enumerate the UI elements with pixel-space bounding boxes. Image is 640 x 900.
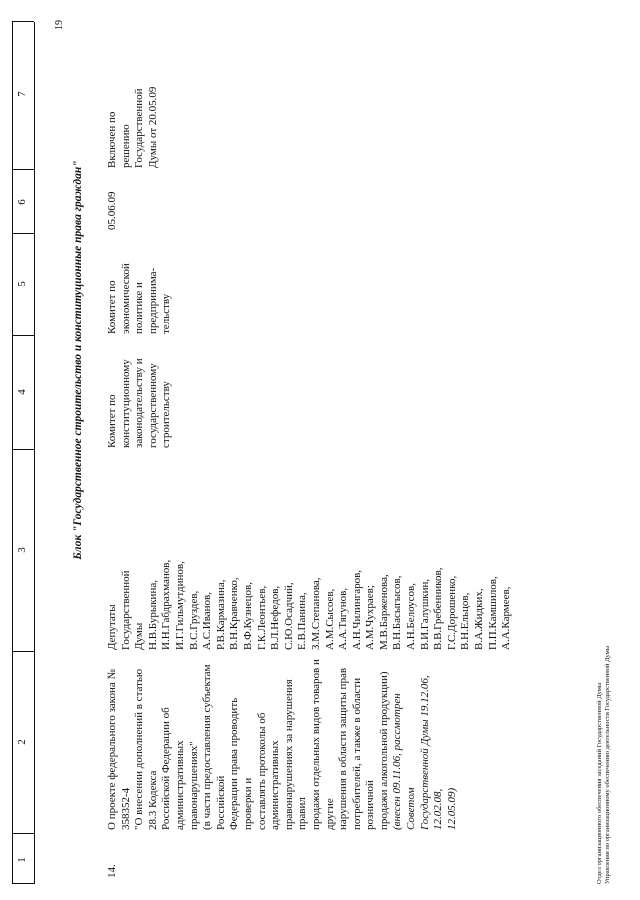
bill-note-line: (внесен 09.11.06, рассмотрен Советом [391, 693, 418, 830]
author-line: А.М.Чухраев; [364, 585, 377, 650]
committee-line: конституционному [119, 359, 132, 448]
footer-line: Отдел организационного обеспечения заседаний Государственной Думы [596, 682, 603, 884]
author-line: В.Н.Ельцов, [459, 592, 472, 650]
column-header-4: 4 [16, 389, 28, 395]
table-header-border [34, 22, 35, 884]
status-cell [106, 28, 160, 168]
column-divider [12, 833, 34, 834]
bill-description [106, 652, 459, 830]
author-line: Депутаты [106, 604, 118, 650]
author-line: Г.К.Леонтьев, [255, 585, 268, 650]
responsible-committee [106, 336, 174, 448]
author-line: В.Н.Басыгысов, [391, 575, 404, 650]
author-line: А.Н.Белоусов, [405, 583, 418, 650]
column-header-7: 7 [16, 91, 28, 97]
author-line: В.Н.Кравченко, [228, 577, 241, 650]
block-title: Блок "Государственное строительство и конституционные права граждан" [72, 160, 84, 560]
author-line: В.Л.Нефедов, [269, 585, 282, 650]
column-header-6: 6 [16, 199, 28, 205]
author-line: П.П.Камшилов, [486, 576, 499, 650]
bill-description-line: Российской Федерации об административных [160, 707, 186, 830]
bill-description-line: продажи алкогольной продукции) [377, 671, 390, 830]
column-header-3: 3 [16, 547, 28, 553]
author-line: В.В.Гребенников, [432, 567, 445, 650]
bill-description-line: О проекте федерального закона № 358352-4 [106, 669, 132, 830]
column-divider [12, 449, 34, 450]
author-line: А.С.Иванов, [201, 592, 214, 650]
page-number: 19 [54, 20, 65, 30]
status-line: решению [119, 124, 132, 168]
bill-description-line: Федерации права проводить проверки и [228, 697, 254, 830]
column-divider [12, 651, 34, 652]
author-line: И.Г.Гильмутдинов, [173, 561, 186, 650]
column-divider [12, 21, 34, 22]
column-divider [12, 335, 34, 336]
status-line: Государственной [133, 88, 146, 168]
author-line: Е.В.Панина, [296, 592, 309, 650]
bill-description-line: (в части предоставления субъектам Российской [201, 664, 227, 830]
column-divider [12, 883, 34, 884]
bill-note-line: Государственной Думы 19.12.06, 12.02.08, [418, 675, 445, 830]
column-divider [12, 169, 34, 170]
committee-line: законодательству и [133, 358, 146, 448]
bill-description-line: потребителей, а также в области розничной [350, 677, 377, 830]
author-line: И.Н.Габдрахманов, [160, 559, 173, 650]
author-line: Думы [133, 622, 146, 650]
committee-line: политике и [133, 282, 146, 334]
table-top-border [12, 22, 13, 884]
bill-description-line: правонарушениях за нарушения правил [282, 679, 309, 830]
committee-line: Комитет по [106, 280, 118, 334]
committee-line: тельству [160, 293, 173, 334]
author-line: В.И.Галушкин, [418, 578, 431, 650]
committee-line: Комитет по [106, 394, 118, 448]
bill-note-line: 12.05.09) [445, 787, 458, 830]
column-header-2: 2 [16, 739, 28, 745]
author-line: Н.В.Бурыкина, [146, 580, 159, 650]
bill-description-line: продажи отдельных видов товаров и другие [309, 659, 336, 830]
bill-description-line: "О внесении дополнений в статью 28.3 Кодекса [133, 668, 159, 830]
bill-description-line: нарушения в области защиты прав [337, 667, 350, 830]
status-line: Думы от 20.05.09 [146, 86, 159, 168]
author-line: А.М.Сысоев, [323, 588, 336, 650]
committee-line: государственному [146, 363, 159, 448]
author-line: А.А.Кармеев, [500, 586, 513, 650]
column-divider [12, 233, 34, 234]
date-cell: 05.06.09 [106, 191, 118, 230]
author-line: Г.С.Дорошенко, [445, 575, 458, 650]
author-line: Государственной [119, 570, 132, 650]
author-line: З.М.Степанова, [309, 577, 322, 650]
author-line: М.В.Барженова, [377, 574, 390, 650]
committee-line: строительству [160, 381, 173, 448]
column-header-5: 5 [16, 281, 28, 287]
footer-line: Управления по организационному обеспечению деятельности Государственной Думы [604, 645, 611, 884]
entry-number: 14. [106, 864, 118, 878]
author-line: В.А.Жидких, [473, 588, 486, 650]
author-line: В.Ф.Кузнецов, [241, 582, 254, 650]
author-line: Р.В.Кармазина, [214, 579, 227, 650]
status-line: Включен по [106, 111, 118, 168]
co-executor-committee [106, 234, 174, 334]
author-line: А.А.Тягунов, [337, 587, 350, 650]
bill-description-line: составлять протоколы об административных [255, 712, 282, 830]
author-line: В.С.Груздев, [187, 590, 200, 650]
author-line: А.Н.Чилингаров, [350, 569, 363, 650]
committee-line: экономической [119, 263, 132, 334]
author-line: С.Ю.Осадчий, [282, 582, 295, 650]
column-header-1: 1 [16, 857, 28, 863]
authors-list [106, 450, 514, 650]
committee-line: предпринима- [146, 267, 159, 334]
bill-description-line: правонарушениях" [187, 741, 200, 830]
